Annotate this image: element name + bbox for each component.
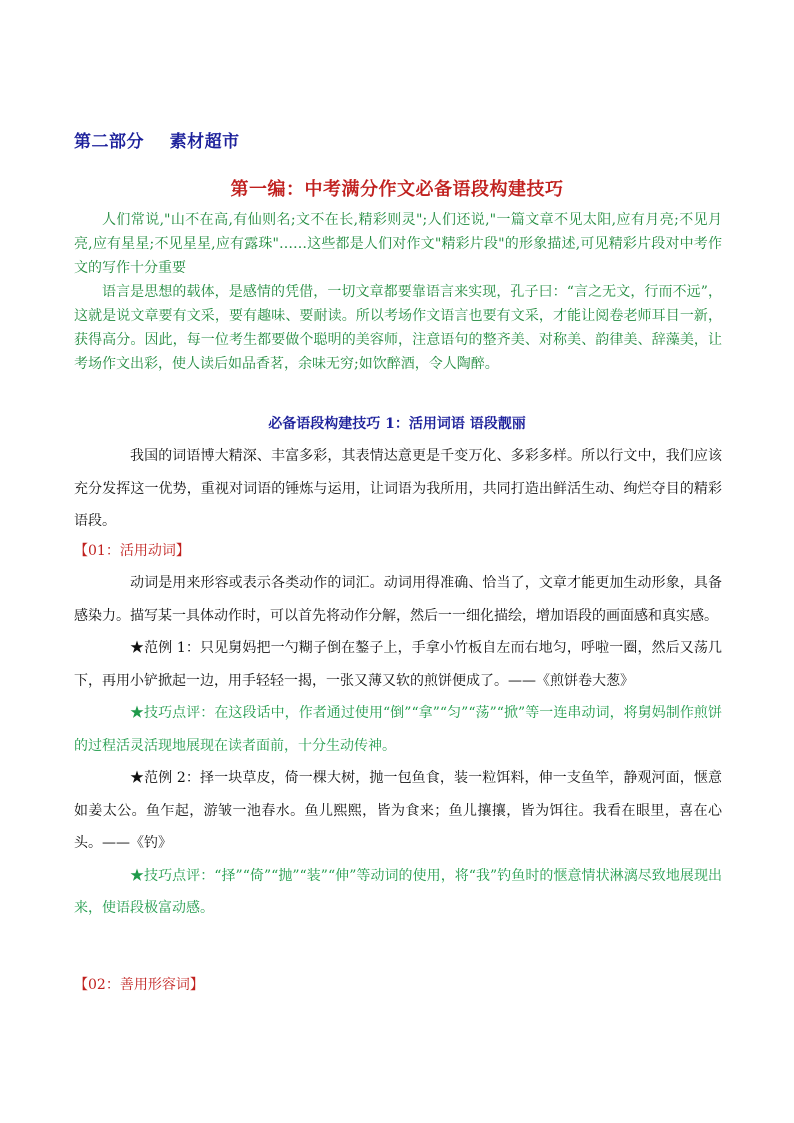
part-title: 第二部分 素材超市 [74, 132, 240, 152]
tip1-heading: 必备语段构建技巧 1：活用词语 语段靓丽 [268, 416, 526, 432]
example-2: ★范例 2：择一块草皮，倚一棵大树，抛一包鱼食，装一粒饵料，伸一支鱼竿，静观河面，惬意如姜太公。鱼乍起，游皱一池春水。鱼儿熙熙，皆为食来；鱼儿攘攘，皆为饵往。我看在眼里，喜在心头。——《钓》 [74, 770, 722, 851]
example-1: ★范例 1：只见舅妈把一勺糊子倒在鏊子上，手拿小竹板自左而右地匀，呼啦一圈，然后又荡几下，再用小铲掀起一边，用手轻轻一揭，一张又薄又软的煎饼便成了。——《煎饼卷大葱》 [74, 640, 722, 689]
chapter-title: 第一编：中考满分作文必备语段构建技巧 [230, 179, 564, 200]
comment-1: ★技巧点评：在这段话中，作者通过使用“倒”“拿”“匀”“荡”“掀”等一连串动词，将舅妈制作煎饼的过程活灵活现地展现在读者面前，十分生动传神。 [74, 705, 722, 754]
section01-heading: 【01：活用动词】 [74, 543, 190, 559]
intro-section [74, 208, 722, 376]
tip1-intro-paragraph: 我国的词语博大精深、丰富多彩，其表情达意更是千变万化、多彩多样。所以行文中，我们应该充分发挥这一优势，重视对词语的锤炼与运用，让词语为我所用，共同打造出鲜活生动、绚烂夺目的精彩语段。 [74, 448, 722, 529]
section01-description: 动词是用来形容或表示各类动作的词汇。动词用得准确、恰当了，文章才能更加生动形象，具备感染力。描写某一具体动作时，可以首先将动作分解，然后一一细化描绘，增加语段的画面感和真实感。 [74, 575, 722, 624]
intro-paragraph-2: 语言是思想的载体，是感情的凭借，一切文章都要靠语言来实现，孔子曰：“言之无文，行而不远”，这就是说文章要有文采，要有趣味、要耐读。所以考场作文语言也要有文采，才能让阅卷老师耳目一新，获得高分。因此，每一位考生都要做个聪明的美容师，注意语句的整齐美、对称美、韵律美、辞藻美，让考场作文出彩，使人读后如品香茗，余味无穷;如饮醉酒，令人陶醉。 [74, 284, 722, 372]
section01-body [74, 567, 722, 925]
section02-heading: 【02：善用形容词】 [74, 977, 204, 993]
tip1-intro-block [74, 440, 722, 538]
comment-2: ★技巧点评：“择”“倚”“抛”“装”“伸”等动词的使用，将“我”钓鱼时的惬意情状淋漓尽致地展现出来，使语段极富动感。 [74, 867, 722, 916]
intro-paragraph-1: 人们常说,"山不在高,有仙则名;文不在长,精彩则灵";人们还说,"一篇文章不见太阳,应有月亮;不见月亮,应有星星;不见星星,应有露珠"……这些都是人们对作文"精彩片段"的形象描述,可见精彩片段对中考作文的写作十分重要 [74, 212, 722, 276]
